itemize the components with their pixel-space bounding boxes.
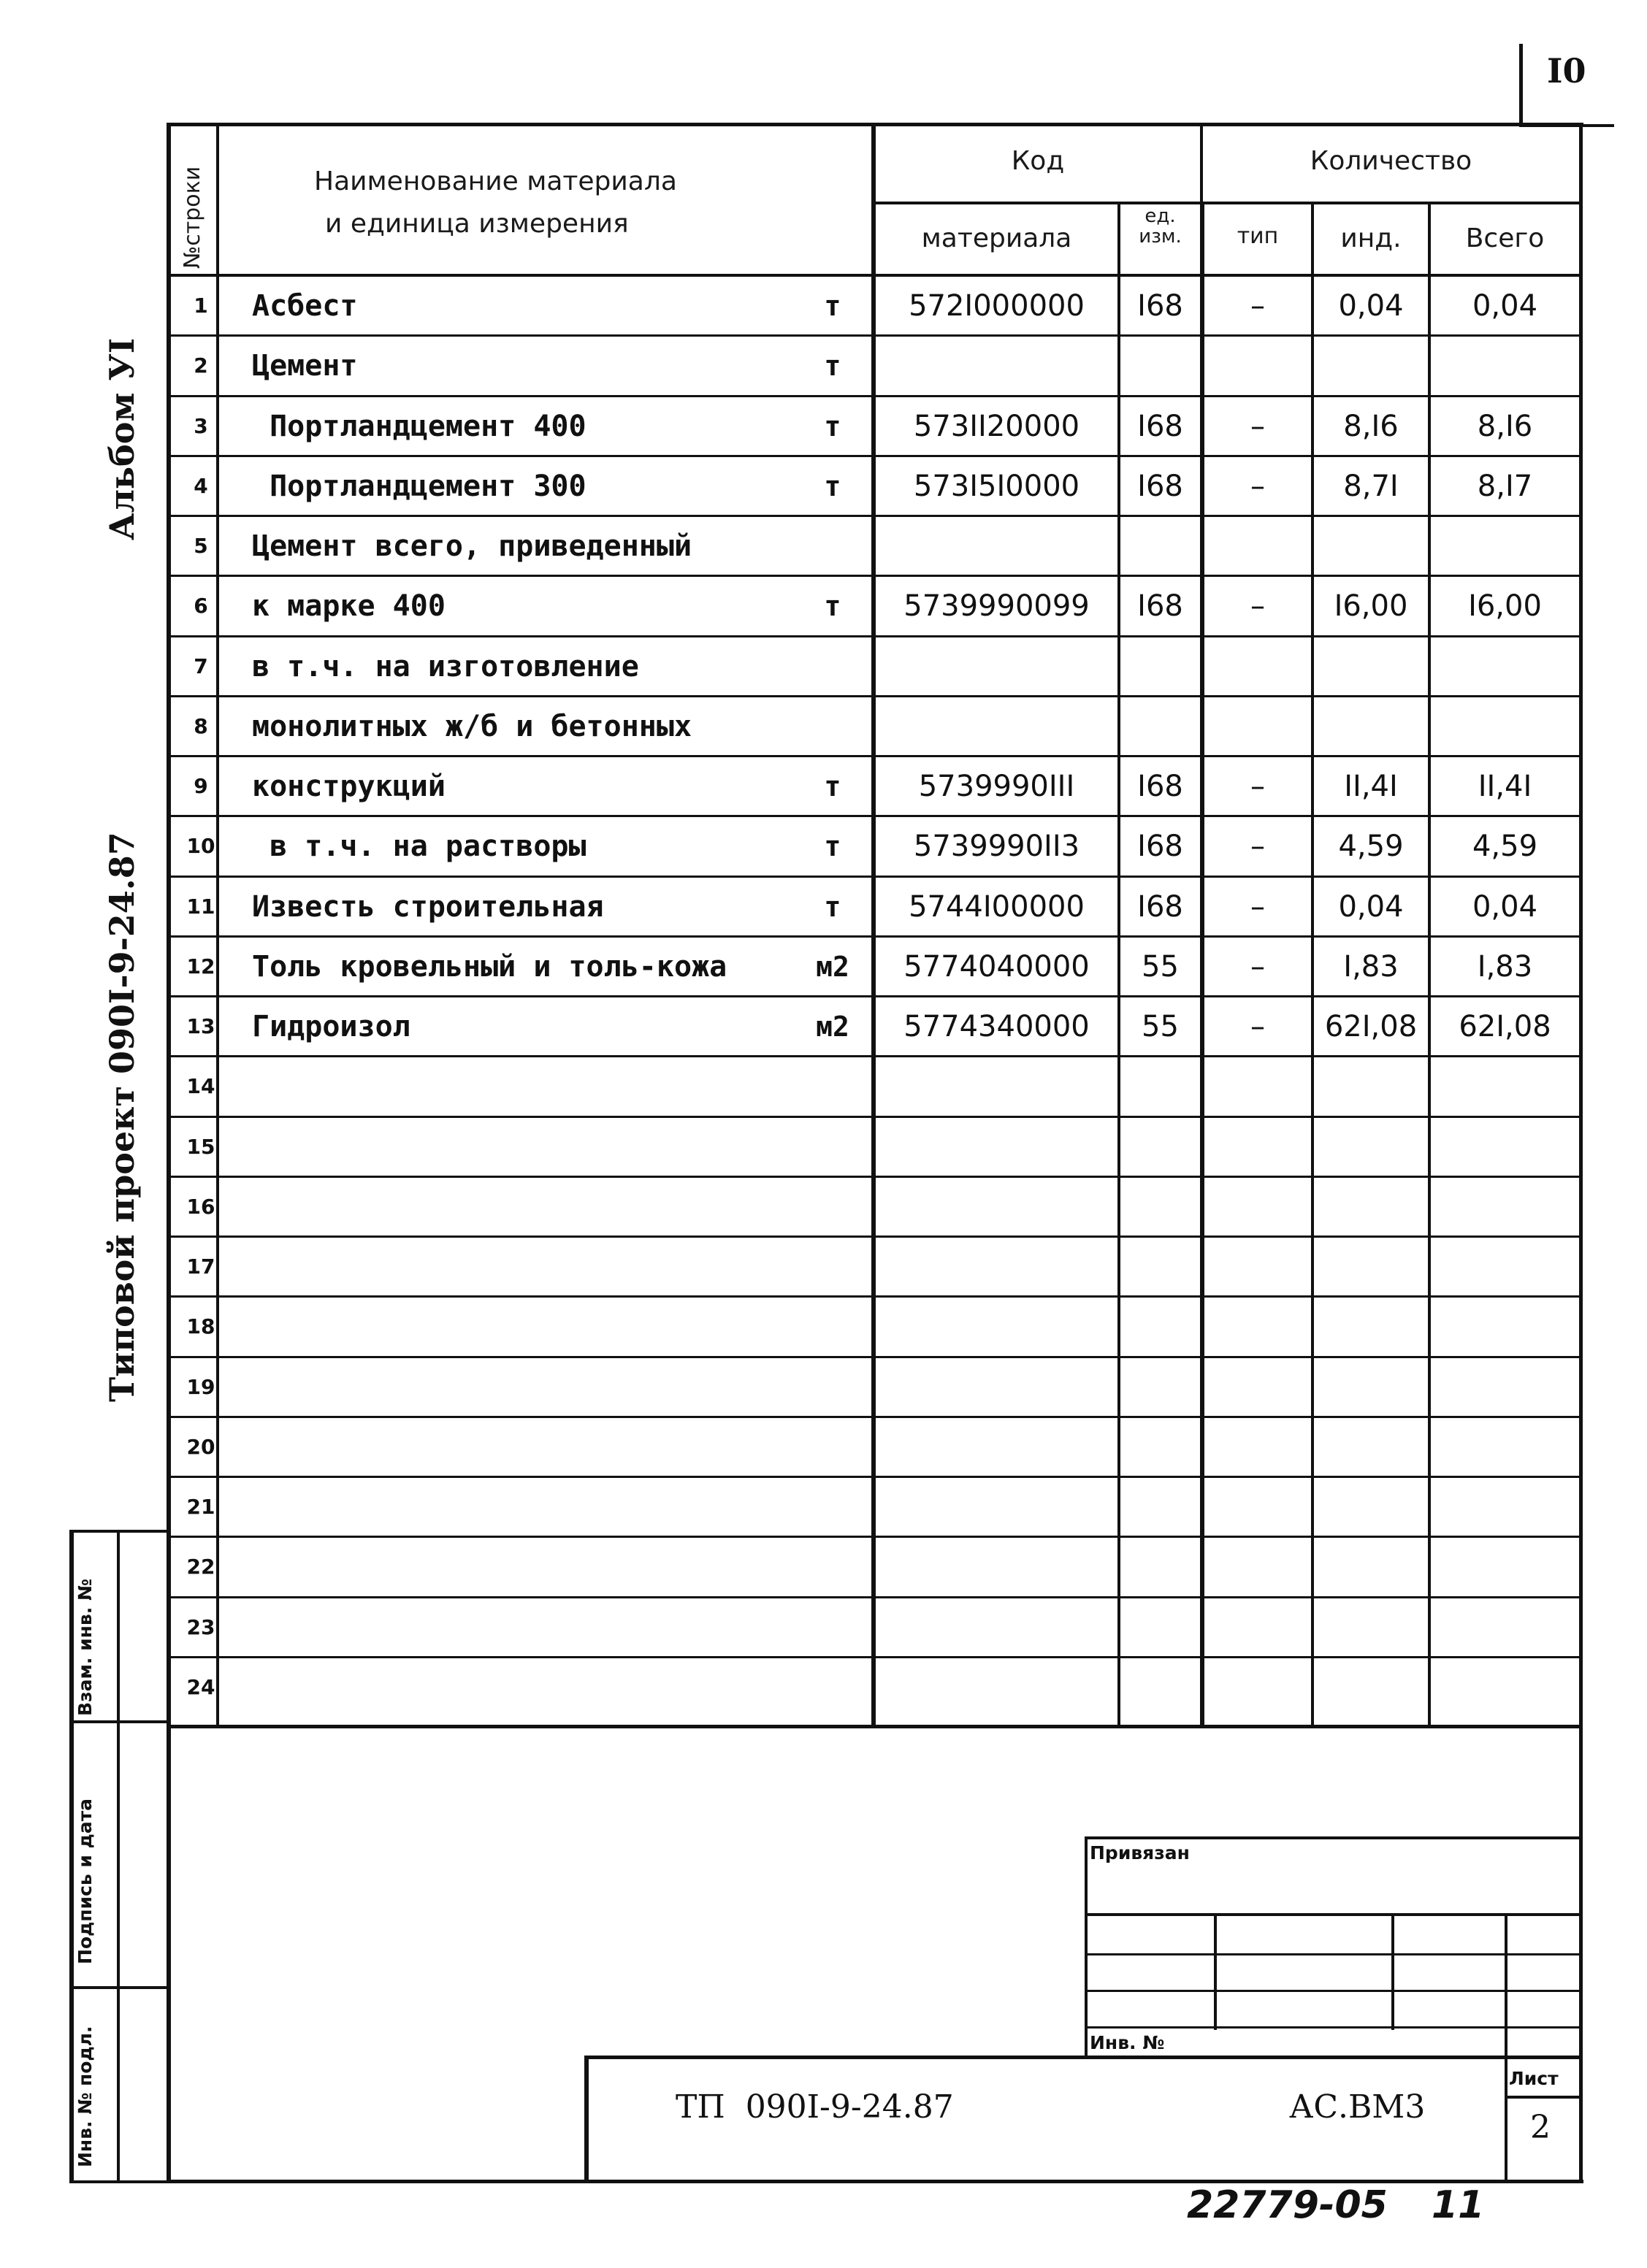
- quantity-individual: 8,I6: [1343, 409, 1399, 443]
- row-number: 4: [194, 473, 208, 498]
- quantity-individual: [1314, 1057, 1428, 1116]
- material-name: Портландцемент 300: [252, 469, 586, 503]
- header-unit-line2: изм.: [1139, 226, 1182, 248]
- material-unit: т: [824, 470, 841, 502]
- material-unit: [803, 1417, 862, 1477]
- header-type: тип: [1237, 223, 1279, 249]
- material-code: [876, 1177, 1117, 1237]
- document-code: АС.ВМ3: [1289, 2088, 1426, 2126]
- project-title: Типовой проект 090I-9-24.87: [102, 832, 142, 1402]
- material-unit: [803, 1057, 862, 1116]
- material-name: [252, 1537, 800, 1597]
- archive-number: 22779-05: [1187, 2183, 1388, 2227]
- material-unit: [803, 1237, 862, 1297]
- material-unit: т: [824, 350, 841, 383]
- unit-code: I68: [1137, 589, 1183, 624]
- unit-code: [1120, 1057, 1200, 1116]
- row-number: 1: [194, 294, 208, 318]
- row-number: 9: [194, 774, 208, 798]
- quantity-type: [1204, 1417, 1311, 1477]
- quantity-total: 0,04: [1472, 289, 1538, 323]
- row-number: 13: [186, 1014, 215, 1038]
- quantity-type: [1204, 1057, 1311, 1116]
- material-code: [876, 697, 1117, 756]
- material-unit: м2: [816, 950, 849, 983]
- unit-code: I68: [1137, 889, 1183, 924]
- material-name: Асбест: [252, 289, 358, 323]
- material-code: [876, 1057, 1117, 1116]
- material-name: Цемент всего, приведенный: [252, 529, 692, 563]
- quantity-individual: [1314, 516, 1428, 576]
- quantity-individual: 4,59: [1338, 830, 1404, 864]
- quantity-type: [1204, 1537, 1311, 1597]
- row-number: 7: [194, 654, 208, 678]
- row-number: 24: [186, 1674, 215, 1699]
- material-code: [876, 1357, 1117, 1417]
- material-name: в т.ч. на растворы: [252, 830, 586, 864]
- row-number: 15: [186, 1134, 215, 1159]
- quantity-individual: [1314, 1477, 1428, 1537]
- unit-code: 55: [1142, 1010, 1179, 1043]
- quantity-type: –: [1250, 409, 1265, 443]
- quantity-individual: [1314, 637, 1428, 697]
- material-unit: [803, 1598, 862, 1658]
- material-name: в т.ч. на изготовление: [252, 649, 639, 683]
- material-unit: [803, 516, 862, 576]
- row-number: 5: [194, 534, 208, 558]
- material-name: [252, 1658, 800, 1717]
- quantity-total: 4,59: [1472, 830, 1538, 864]
- row-number: 22: [186, 1555, 215, 1579]
- material-name: [252, 1357, 800, 1417]
- quantity-total: 62I,08: [1459, 1010, 1551, 1043]
- quantity-total: [1431, 1658, 1579, 1717]
- header-row-number: №строки: [180, 166, 205, 269]
- archive-extra: 11: [1432, 2183, 1485, 2227]
- row-number: 19: [186, 1374, 215, 1399]
- quantity-individual: 62I,08: [1324, 1010, 1418, 1043]
- row-number: 21: [186, 1495, 215, 1519]
- material-name: к марке 400: [252, 589, 446, 624]
- quantity-type: [1204, 1658, 1311, 1717]
- unit-code: [1120, 637, 1200, 697]
- material-code: 5739990III: [918, 770, 1075, 803]
- material-unit: т: [824, 890, 841, 923]
- unit-code: [1120, 336, 1200, 396]
- quantity-total: [1431, 1297, 1579, 1357]
- quantity-type: [1204, 1297, 1311, 1357]
- quantity-type: [1204, 637, 1311, 697]
- quantity-total: [1431, 1537, 1579, 1597]
- material-name: Известь строительная: [252, 889, 604, 924]
- quantity-type: –: [1250, 469, 1265, 503]
- quantity-individual: [1314, 1177, 1428, 1237]
- quantity-type: [1204, 1237, 1311, 1297]
- quantity-type: –: [1250, 889, 1265, 924]
- unit-code: I68: [1137, 469, 1183, 503]
- unit-code: [1120, 1237, 1200, 1297]
- material-code: [876, 1297, 1117, 1357]
- quantity-individual: [1314, 1357, 1428, 1417]
- quantity-individual: [1314, 336, 1428, 396]
- quantity-individual: I,83: [1343, 949, 1399, 984]
- row-number: 23: [186, 1614, 215, 1639]
- quantity-individual: [1314, 1417, 1428, 1477]
- material-code: [876, 1237, 1117, 1297]
- row-number: 14: [186, 1074, 215, 1099]
- material-code: [876, 1117, 1117, 1177]
- material-unit: т: [824, 590, 841, 623]
- header-quantity-group: Количество: [1310, 146, 1472, 176]
- header-individual: инд.: [1340, 223, 1402, 253]
- material-code: 573II20000: [913, 409, 1080, 443]
- material-unit: [803, 1117, 862, 1177]
- row-number: 12: [186, 954, 215, 978]
- row-number: 6: [194, 594, 208, 618]
- quantity-type: [1204, 1117, 1311, 1177]
- quantity-total: [1431, 1598, 1579, 1658]
- quantity-type: –: [1250, 1010, 1265, 1043]
- sheet-label: Лист: [1509, 2068, 1559, 2089]
- unit-code: [1120, 1297, 1200, 1357]
- material-unit: [803, 1297, 862, 1357]
- row-number: 18: [186, 1314, 215, 1339]
- privyazan-label: Привязан: [1090, 1842, 1190, 1863]
- quantity-total: [1431, 336, 1579, 396]
- material-unit: [803, 1357, 862, 1417]
- material-name: [252, 1117, 800, 1177]
- header-name-line2: и единица измерения: [325, 209, 629, 239]
- quantity-type: [1204, 1477, 1311, 1537]
- quantity-total: [1431, 516, 1579, 576]
- sheet-number: I0: [1547, 51, 1586, 91]
- quantity-total: [1431, 1237, 1579, 1297]
- quantity-type: –: [1250, 949, 1265, 984]
- quantity-total: [1431, 1057, 1579, 1116]
- unit-code: [1120, 1477, 1200, 1537]
- quantity-total: [1431, 1357, 1579, 1417]
- material-unit: [803, 697, 862, 756]
- material-name: Толь кровельный и толь-кожа: [252, 949, 727, 984]
- material-name: [252, 1598, 800, 1658]
- quantity-type: –: [1250, 770, 1265, 803]
- inventory-number-label: Инв. №: [1090, 2032, 1165, 2053]
- material-code: [876, 1477, 1117, 1537]
- material-code: [876, 637, 1117, 697]
- material-unit: [803, 1537, 862, 1597]
- unit-code: [1120, 516, 1200, 576]
- material-unit: [803, 1477, 862, 1537]
- quantity-total: [1431, 1417, 1579, 1477]
- header-unit: [1120, 206, 1200, 247]
- quantity-total: [1431, 1177, 1579, 1237]
- unit-code: I68: [1137, 289, 1183, 323]
- quantity-type: [1204, 697, 1311, 756]
- material-code: 5774340000: [903, 1010, 1090, 1043]
- material-unit: [803, 1658, 862, 1717]
- material-name: [252, 1177, 800, 1237]
- material-code: 5744I00000: [909, 889, 1085, 924]
- quantity-type: –: [1250, 589, 1265, 624]
- material-code: 5774040000: [903, 949, 1090, 984]
- quantity-total: I,83: [1477, 949, 1533, 984]
- unit-code: I68: [1137, 770, 1183, 803]
- stamp-signature-date: Подпись и дата: [74, 1798, 96, 1964]
- row-number: 8: [194, 713, 208, 738]
- material-code: 572I000000: [909, 289, 1085, 323]
- quantity-individual: II,4I: [1344, 770, 1398, 803]
- quantity-individual: [1314, 1658, 1428, 1717]
- quantity-total: [1431, 637, 1579, 697]
- stamp-inventory-original: Инв. № подл.: [74, 2026, 96, 2167]
- quantity-total: [1431, 1477, 1579, 1537]
- material-name: [252, 1297, 800, 1357]
- quantity-individual: [1314, 1537, 1428, 1597]
- material-code: [876, 1417, 1117, 1477]
- material-unit: т: [824, 770, 841, 802]
- quantity-total: 8,I7: [1477, 469, 1533, 503]
- quantity-individual: 0,04: [1338, 289, 1404, 323]
- row-number: 11: [186, 894, 215, 919]
- quantity-individual: I6,00: [1334, 589, 1408, 624]
- unit-code: I68: [1137, 409, 1183, 443]
- row-number: 2: [194, 353, 208, 378]
- quantity-individual: 0,04: [1338, 889, 1404, 924]
- material-unit: [803, 637, 862, 697]
- quantity-individual: [1314, 1117, 1428, 1177]
- quantity-total: 8,I6: [1477, 409, 1533, 443]
- quantity-individual: [1314, 1297, 1428, 1357]
- material-unit: [803, 1177, 862, 1237]
- quantity-type: [1204, 336, 1311, 396]
- material-name: монолитных ж/б и бетонных: [252, 709, 692, 743]
- material-unit: м2: [816, 1011, 849, 1043]
- material-name: [252, 1237, 800, 1297]
- material-name: Гидроизол: [252, 1010, 410, 1043]
- quantity-type: [1204, 1177, 1311, 1237]
- quantity-type: –: [1250, 289, 1265, 323]
- unit-code: [1120, 1417, 1200, 1477]
- quantity-total: [1431, 697, 1579, 756]
- material-code: 573I5I0000: [913, 469, 1080, 503]
- header-unit-line1: ед.: [1145, 205, 1176, 227]
- unit-code: [1120, 1177, 1200, 1237]
- material-name: [252, 1057, 800, 1116]
- header-name-line1: Наименование материала: [314, 166, 677, 196]
- row-number: 3: [194, 413, 208, 438]
- quantity-individual: [1314, 1598, 1428, 1658]
- quantity-total: 0,04: [1472, 889, 1538, 924]
- material-code: [876, 1598, 1117, 1658]
- unit-code: [1120, 1658, 1200, 1717]
- material-code: [876, 336, 1117, 396]
- quantity-individual: [1314, 697, 1428, 756]
- quantity-total: I6,00: [1468, 589, 1542, 624]
- material-name: конструкций: [252, 770, 446, 803]
- quantity-individual: 8,7I: [1343, 469, 1399, 503]
- quantity-type: –: [1250, 830, 1265, 864]
- material-name: [252, 1417, 800, 1477]
- material-unit: т: [824, 290, 841, 322]
- quantity-type: [1204, 516, 1311, 576]
- unit-code: [1120, 697, 1200, 756]
- quantity-type: [1204, 1357, 1311, 1417]
- quantity-type: [1204, 1598, 1311, 1658]
- header-code-group: Код: [1011, 146, 1065, 176]
- unit-code: [1120, 1598, 1200, 1658]
- material-name: [252, 1477, 800, 1537]
- unit-code: [1120, 1117, 1200, 1177]
- row-number: 10: [186, 834, 215, 859]
- sheet-number-divider: [1519, 44, 1523, 124]
- quantity-total: [1431, 1117, 1579, 1177]
- material-code: [876, 1537, 1117, 1597]
- material-name: Цемент: [252, 349, 358, 383]
- material-unit: т: [824, 410, 841, 443]
- header-total: Всего: [1465, 223, 1545, 253]
- material-code: [876, 516, 1117, 576]
- unit-code: I68: [1137, 830, 1183, 864]
- document-designation: ТП 090I-9-24.87: [676, 2088, 954, 2126]
- material-code: 5739990II3: [913, 830, 1080, 864]
- material-code: 5739990099: [903, 589, 1090, 624]
- material-code: [876, 1658, 1117, 1717]
- material-name: Портландцемент 400: [252, 409, 586, 443]
- album-title: Альбом УI: [102, 337, 142, 540]
- row-number: 20: [186, 1434, 215, 1459]
- material-unit: т: [824, 830, 841, 863]
- stamp-replacement-inventory: Взам. инв. №: [74, 1579, 96, 1716]
- header-material-code: материала: [921, 223, 1072, 253]
- quantity-total: II,4I: [1478, 770, 1532, 803]
- row-number: 17: [186, 1254, 215, 1279]
- sheet-value: 2: [1530, 2109, 1551, 2146]
- unit-code: [1120, 1537, 1200, 1597]
- quantity-individual: [1314, 1237, 1428, 1297]
- row-number: 16: [186, 1194, 215, 1219]
- unit-code: 55: [1142, 949, 1179, 984]
- unit-code: [1120, 1357, 1200, 1417]
